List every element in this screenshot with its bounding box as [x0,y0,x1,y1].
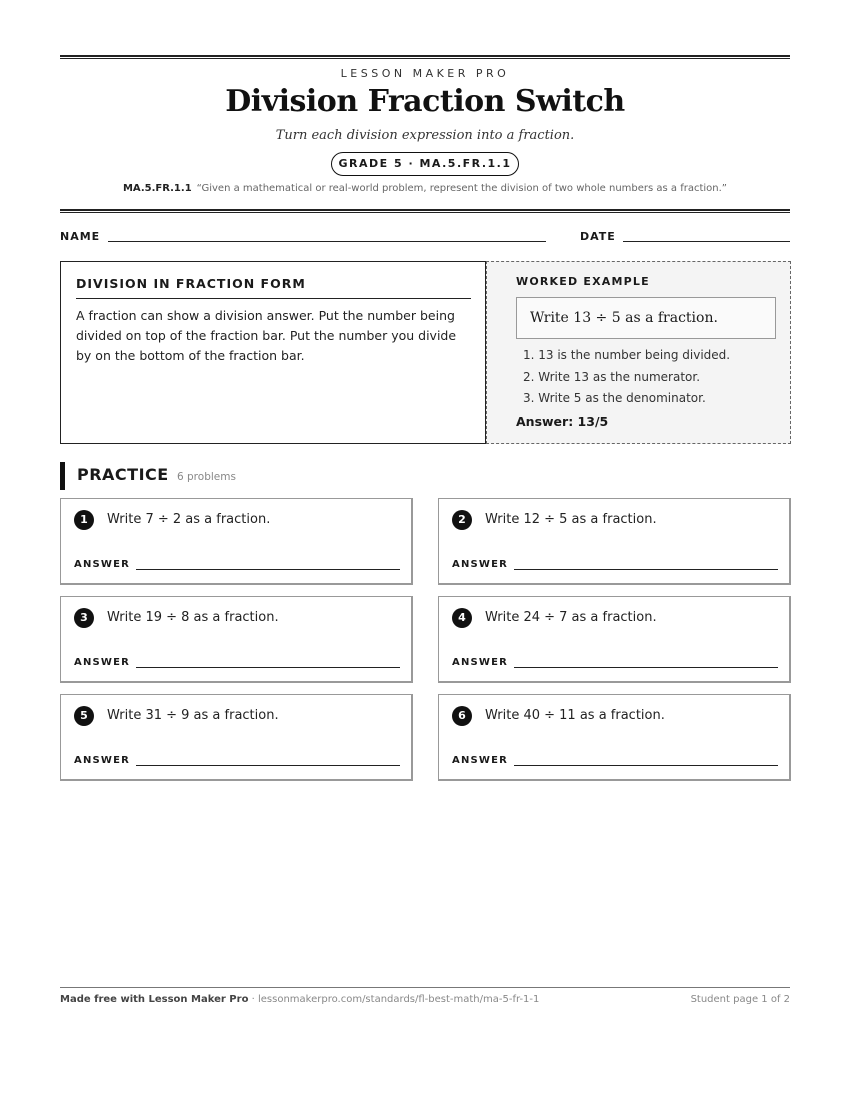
date-field[interactable] [623,241,790,242]
date-label: DATE [580,230,616,243]
answer-field[interactable] [514,667,778,668]
footer-url: · lessonmakerpro.com/standards/fl-best-math/ma-5-fr-1-1 [248,994,540,1005]
problem-card-2 [438,498,791,585]
answer-field[interactable] [514,765,778,766]
worked-example-steps [523,345,783,410]
concept-panel [60,261,486,444]
problem-prompt: Write 24 ÷ 7 as a fraction. [485,610,657,625]
worked-example-step: 1. 13 is the number being divided. [523,348,731,362]
concept-body: A fraction can show a division answer. Put the number being divided on top of the fraction bar. Put the number you divide by on the bottom of the fraction bar. [76,308,457,363]
answer-label: ANSWER [452,657,509,668]
answer-label: ANSWER [74,657,131,668]
practice-heading: PRACTICE [77,465,169,484]
problem-number-badge: 1 [74,510,94,530]
problem-number-badge: 5 [74,706,94,726]
footer-rule [60,987,790,988]
answer-label: ANSWER [452,755,509,766]
problem-prompt: Write 12 ÷ 5 as a fraction. [485,512,657,527]
problem-card-1 [60,498,413,585]
worksheet-page [60,0,790,1100]
problem-prompt: Write 40 ÷ 11 as a fraction. [485,708,665,723]
standard-code: MA.5.FR.1.1 [122,183,192,194]
standard-text: “Given a mathematical or real-world problem, represent the division of two whole numbers as a fraction.” [196,183,727,194]
problem-prompt: Write 19 ÷ 8 as a fraction. [107,610,279,625]
problem-card-6 [438,694,791,781]
problem-number-badge: 2 [452,510,472,530]
brand-name: LESSON MAKER PRO [340,67,510,80]
answer-field[interactable] [514,569,778,570]
problem-number-badge: 4 [452,608,472,628]
page-title: Division Fraction Switch [225,84,625,119]
footer-made-with: Made free with Lesson Maker Pro [60,994,249,1005]
footer-credit [60,994,539,1005]
standard-description [60,183,790,194]
problem-prompt: Write 31 ÷ 9 as a fraction. [107,708,279,723]
problem-card-5 [60,694,413,781]
practice-count: 6 problems [177,471,236,483]
worked-example-heading: WORKED EXAMPLE [516,275,650,288]
problem-number-badge: 3 [74,608,94,628]
name-label: NAME [60,230,101,243]
page-subtitle: Turn each division expression into a fraction. [275,128,575,143]
answer-label: ANSWER [74,755,131,766]
worked-example-step: 2. Write 13 as the numerator. [523,369,701,384]
name-field[interactable] [108,241,546,242]
problem-card-3 [60,596,413,683]
answer-label: ANSWER [452,559,509,570]
practice-accent-bar [60,462,65,490]
concept-heading: DIVISION IN FRACTION FORM [76,276,471,299]
worked-example-problem: Write 13 ÷ 5 as a fraction. [516,297,776,339]
problem-prompt: Write 7 ÷ 2 as a fraction. [107,512,271,527]
problem-number-badge: 6 [452,706,472,726]
answer-field[interactable] [136,765,400,766]
header-top-rule [60,55,790,59]
problem-card-4 [438,596,791,683]
footer-page-number: Student page 1 of 2 [690,994,790,1005]
worked-example-step: 3. Write 5 as the denominator. [523,391,706,405]
answer-label: ANSWER [74,559,131,570]
worked-example-panel [486,261,791,444]
grade-badge: GRADE 5 · MA.5.FR.1.1 [331,152,519,176]
worked-example-answer: Answer: 13/5 [516,414,609,429]
answer-field[interactable] [136,569,400,570]
header-bottom-rule [60,209,790,213]
answer-field[interactable] [136,667,400,668]
